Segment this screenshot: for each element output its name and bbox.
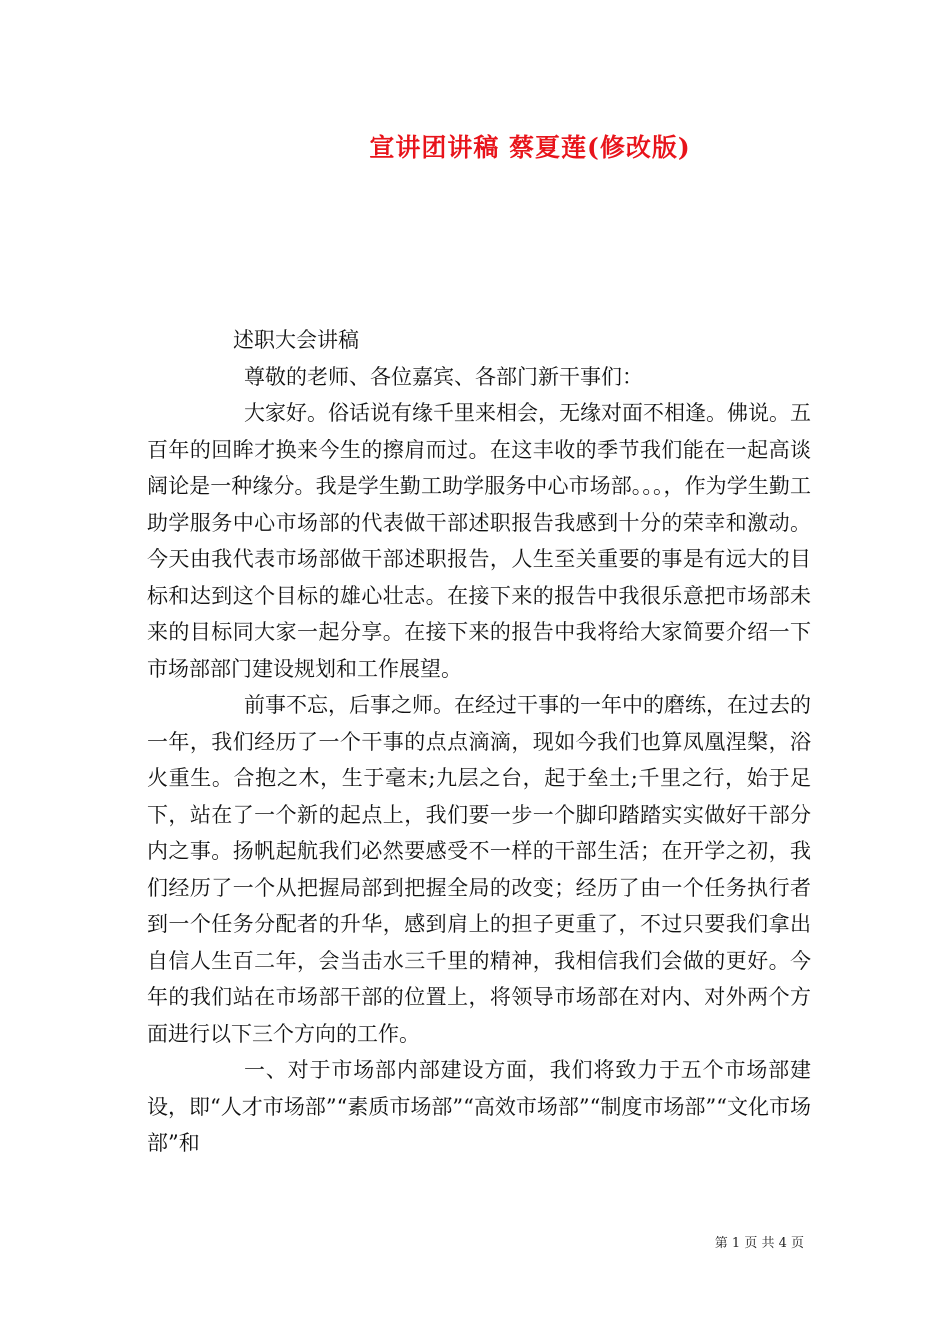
paragraph-opening: 大家好。俗话说有缘千里来相会，无缘对面不相逢。佛说。五百年的回眸才换来今生的擦肩而过。在这丰收的季节我们能在一起高谈阔论是一种缘分。我是学生勤工助学服务中心市场部。。。，作为学生勤工助学服务中心市场部的代表做干部述职报告我感到十分的荣幸和激动。今天由我代表市场部做干部述职报告，人生至关重要的事是有远大的目标和达到这个目标的雄心壮志。在接下来的报告中我很乐意把市场部未来的目标同大家一起分享。在接下来的报告中我将给大家简要介绍一下市场部部门建设规划和工作展望。 (147, 401, 811, 681)
page-footer: 第 1 页 共 4 页 (714, 1236, 804, 1251)
greeting-line: 尊敬的老师、各位嘉宾、各部门新干事们： (244, 364, 643, 389)
document-title: 宣讲团讲稿 蔡夏莲(修改版) (369, 133, 691, 162)
paragraph-plan: 一、对于市场部内部建设方面，我们将致力于五个市场部建设，即“人才市场部”“素质市场部”“高效市场部”“制度市场部”“文化市场部”和 (147, 1058, 811, 1155)
paragraph-review: 前事不忘，后事之师。在经过干事的一年中的磨练，在过去的一年，我们经历了一个干事的点点滴滴，现如今我们也算凤凰涅槃，浴火重生。合抱之木，生于毫末;九层之台，起于垒土;千里之行，始于足下，站在了一个新的起点上，我们要一步一个脚印踏踏实实做好干部分内之事。扬帆起航我们必然要感受不一样的干部生活；在开学之初，我们经历了一个从把握局部到把握全局的改变；经历了由一个任务执行者到一个任务分配者的升华，感到肩上的担子更重了，不过只要我们拿出自信人生百二年，会当击水三千里的精神，我相信我们会做的更好。今年的我们站在市场部干部的位置上，将领导市场部在对内、对外两个方面进行以下三个方向的工作。 (147, 693, 811, 1046)
speech-title: 述职大会讲稿 (233, 328, 359, 352)
document-body (147, 322, 811, 1162)
